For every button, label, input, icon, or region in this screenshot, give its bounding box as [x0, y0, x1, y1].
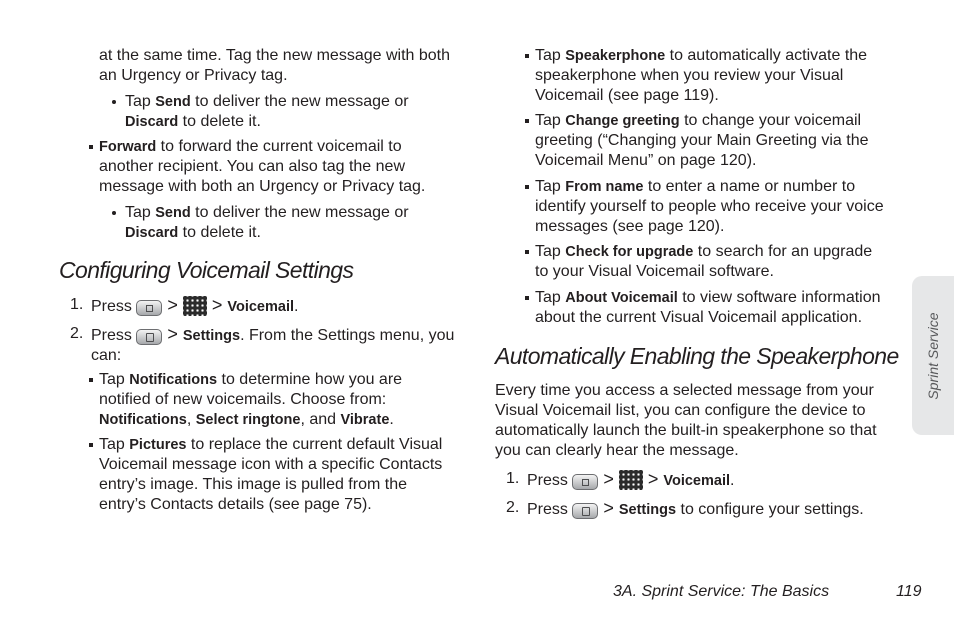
section-heading: Configuring Voicemail Settings: [59, 257, 354, 283]
step-2: Press > Settings. From the Settings menu, you can:: [91, 324, 455, 364]
step-number: 1.: [70, 296, 84, 313]
home-key-icon: [136, 300, 162, 316]
list-item: Tap Send to deliver the new message or Discard to delete it.: [125, 204, 409, 241]
step-number: 2.: [70, 325, 84, 342]
step-number: 1.: [506, 470, 520, 487]
apps-launcher-icon: [183, 296, 207, 316]
apps-launcher-icon: [619, 470, 643, 490]
section-heading: Automatically Enabling the Speakerphone: [495, 343, 899, 369]
section-side-tab: [912, 276, 954, 435]
menu-key-icon: [136, 329, 162, 345]
step-2: Press > Settings to configure your settings.: [527, 498, 864, 518]
continued-text: at the same time. Tag the new message with both an Urgency or Privacy tag.: [99, 47, 451, 84]
step-1: Press > > Voicemail.: [91, 295, 299, 315]
menu-key-icon: [572, 503, 598, 519]
footer-section-title: 3A. Sprint Service: The Basics: [613, 583, 830, 600]
step-number: 2.: [506, 499, 520, 516]
list-item: Tap Check for upgrade to search for an upgrade to your Visual Voicemail software.: [535, 243, 873, 280]
list-item: Tap Pictures to replace the current default Visual Voicemail message icon with a specific Contacts entry’s image. This image is pulled from the entry’s Contacts details (see page 75).: [99, 436, 443, 513]
list-item: Tap Speakerphone to automatically activate the speakerphone when you review your Visual Voicemail (see page 119).: [535, 47, 868, 104]
list-item: Tap Change greeting to change your voicemail greeting (“Changing your Main Greeting via the Voicemail Menu” on page 120).: [535, 112, 869, 169]
page-number: 119: [896, 583, 922, 600]
body-paragraph: Every time you access a selected message from your Visual Voicemail list, you can configure the device to automatically launch the built-in speakerphone so that you can clearly hear the message.: [495, 382, 877, 459]
list-item: Tap Send to deliver the new message or Discard to delete it.: [125, 93, 409, 130]
side-tab-label: Sprint Service: [925, 311, 941, 400]
list-item: Tap About Voicemail to view software information about the current Visual Voicemail application.: [535, 289, 881, 326]
list-item: Tap Notifications to determine how you are notified of new voicemails. Choose from: Notifications, Select ringtone, and Vibrate.: [99, 371, 403, 428]
step-1: Press > > Voicemail.: [527, 469, 735, 489]
list-item: Tap From name to enter a name or number to identify yourself to people who receive your voice messages (see page 120).: [535, 178, 884, 235]
home-key-icon: [572, 474, 598, 490]
list-item: Forward to forward the current voicemail to another recipient. You can also tag the new message with both an Urgency or Privacy tag.: [99, 138, 426, 195]
